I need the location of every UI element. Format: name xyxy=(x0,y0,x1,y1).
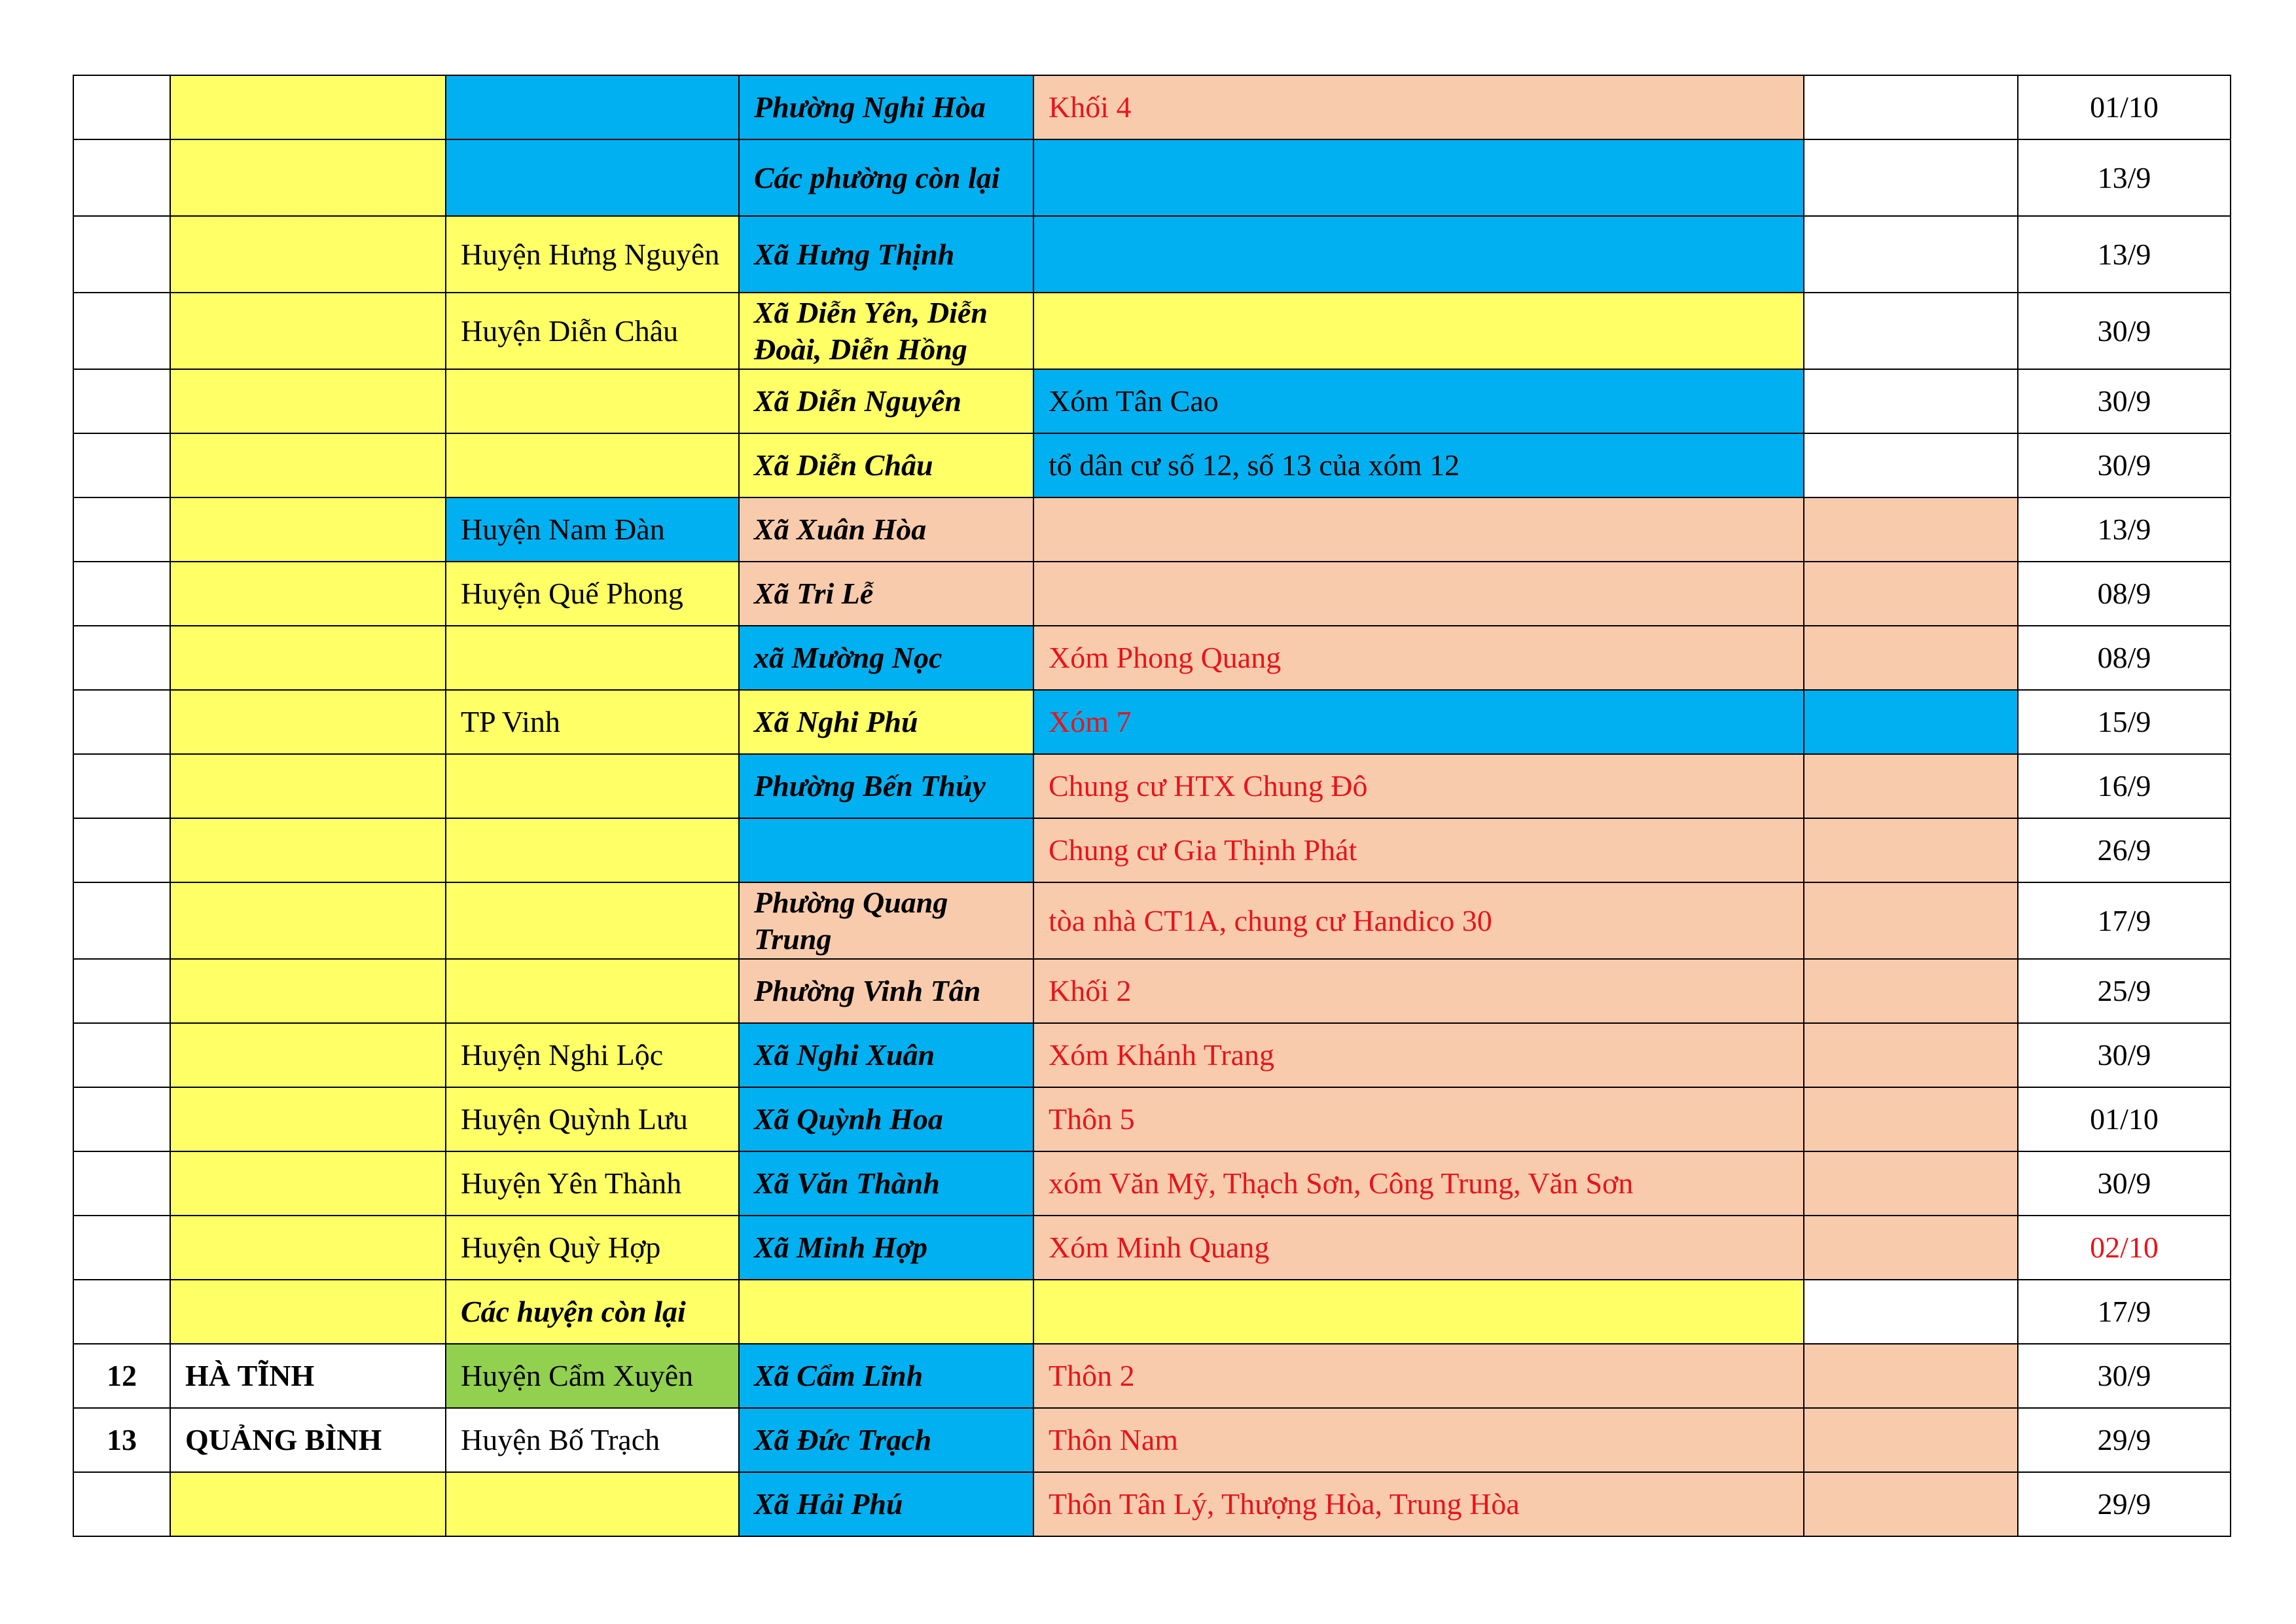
table-row xyxy=(73,1216,2231,1280)
table-row xyxy=(73,1023,2231,1087)
table-row xyxy=(73,754,2231,818)
district-cell xyxy=(446,369,739,433)
stt-cell xyxy=(73,1472,170,1536)
district-cell: Huyện Nghi Lộc xyxy=(446,1023,739,1087)
area-cell: Thôn 2 xyxy=(1033,1344,1804,1408)
date-cell: 17/9 xyxy=(2018,882,2231,959)
province-cell xyxy=(170,1216,446,1280)
table-row xyxy=(73,690,2231,754)
note-cell xyxy=(1804,1216,2018,1280)
table-row xyxy=(73,139,2231,216)
area-cell: Xóm 7 xyxy=(1033,690,1804,754)
stt-cell xyxy=(73,433,170,497)
commune-cell: Xã Đức Trạch xyxy=(739,1408,1033,1472)
stt-cell xyxy=(73,497,170,562)
province-cell: QUẢNG BÌNH xyxy=(170,1408,446,1472)
note-cell xyxy=(1804,1023,2018,1087)
district-cell xyxy=(446,433,739,497)
district-cell xyxy=(446,1472,739,1536)
note-cell xyxy=(1804,562,2018,626)
date-cell: 30/9 xyxy=(2018,1023,2231,1087)
commune-cell: Xã Diễn Nguyên xyxy=(739,369,1033,433)
district-cell xyxy=(446,959,739,1023)
area-cell: tòa nhà CT1A, chung cư Handico 30 xyxy=(1033,882,1804,959)
area-cell: Chung cư Gia Thịnh Phát xyxy=(1033,818,1804,882)
note-cell xyxy=(1804,959,2018,1023)
table-row xyxy=(73,497,2231,562)
date-cell: 08/9 xyxy=(2018,626,2231,690)
date-cell: 13/9 xyxy=(2018,139,2231,216)
stt-cell xyxy=(73,690,170,754)
commune-cell xyxy=(739,1280,1033,1344)
area-cell: tổ dân cư số 12, số 13 của xóm 12 xyxy=(1033,433,1804,497)
table-row xyxy=(73,626,2231,690)
district-cell: Huyện Quỳnh Lưu xyxy=(446,1087,739,1151)
district-cell: Huyện Nam Đàn xyxy=(446,497,739,562)
area-cell: Khối 4 xyxy=(1033,75,1804,139)
date-cell: 29/9 xyxy=(2018,1408,2231,1472)
district-cell: Huyện Hưng Nguyên xyxy=(446,216,739,293)
commune-cell: Các phường còn lại xyxy=(739,139,1033,216)
note-cell xyxy=(1804,1151,2018,1216)
commune-cell: Xã Xuân Hòa xyxy=(739,497,1033,562)
area-cell: Thôn Tân Lý, Thượng Hòa, Trung Hòa xyxy=(1033,1472,1804,1536)
province-cell xyxy=(170,216,446,293)
area-cell xyxy=(1033,139,1804,216)
table-row xyxy=(73,882,2231,959)
note-cell xyxy=(1804,75,2018,139)
commune-cell: Xã Minh Hợp xyxy=(739,1216,1033,1280)
district-cell: Huyện Diễn Châu xyxy=(446,293,739,369)
table-row xyxy=(73,216,2231,293)
stt-cell: 12 xyxy=(73,1344,170,1408)
district-cell: TP Vinh xyxy=(446,690,739,754)
stt-cell xyxy=(73,882,170,959)
province-cell xyxy=(170,293,446,369)
stt-cell xyxy=(73,369,170,433)
area-cell: Thôn Nam xyxy=(1033,1408,1804,1472)
province-cell xyxy=(170,433,446,497)
area-cell: Chung cư HTX Chung Đô xyxy=(1033,754,1804,818)
district-cell: Huyện Bố Trạch xyxy=(446,1408,739,1472)
province-cell xyxy=(170,882,446,959)
province-cell xyxy=(170,497,446,562)
province-cell xyxy=(170,1023,446,1087)
date-cell: 30/9 xyxy=(2018,369,2231,433)
note-cell xyxy=(1804,754,2018,818)
commune-cell: Phường Quang Trung xyxy=(739,882,1033,959)
province-cell xyxy=(170,562,446,626)
area-cell: xóm Văn Mỹ, Thạch Sơn, Công Trung, Văn Sơn xyxy=(1033,1151,1804,1216)
province-cell: HÀ TĨNH xyxy=(170,1344,446,1408)
table-row xyxy=(73,293,2231,369)
date-cell: 13/9 xyxy=(2018,216,2231,293)
province-cell xyxy=(170,75,446,139)
area-cell xyxy=(1033,497,1804,562)
area-cell xyxy=(1033,293,1804,369)
date-cell: 30/9 xyxy=(2018,433,2231,497)
commune-cell: Xã Nghi Phú xyxy=(739,690,1033,754)
stt-cell xyxy=(73,1087,170,1151)
province-cell xyxy=(170,690,446,754)
date-cell: 25/9 xyxy=(2018,959,2231,1023)
area-cell: Khối 2 xyxy=(1033,959,1804,1023)
district-cell: Huyện Quỳ Hợp xyxy=(446,1216,739,1280)
commune-cell: xã Mường Nọc xyxy=(739,626,1033,690)
stt-cell xyxy=(73,1280,170,1344)
stt-cell xyxy=(73,139,170,216)
stt-cell xyxy=(73,1023,170,1087)
table-row xyxy=(73,818,2231,882)
note-cell xyxy=(1804,1087,2018,1151)
note-cell xyxy=(1804,497,2018,562)
area-cell xyxy=(1033,562,1804,626)
note-cell xyxy=(1804,293,2018,369)
stt-cell xyxy=(73,959,170,1023)
area-cell: Xóm Tân Cao xyxy=(1033,369,1804,433)
note-cell xyxy=(1804,1344,2018,1408)
district-cell: Huyện Yên Thành xyxy=(446,1151,739,1216)
note-cell xyxy=(1804,369,2018,433)
note-cell xyxy=(1804,433,2018,497)
table-row xyxy=(73,1087,2231,1151)
schedule-table xyxy=(73,75,2231,1537)
commune-cell: Xã Hưng Thịnh xyxy=(739,216,1033,293)
table-row xyxy=(73,75,2231,139)
date-cell: 30/9 xyxy=(2018,293,2231,369)
table-row xyxy=(73,1344,2231,1408)
area-cell: Xóm Phong Quang xyxy=(1033,626,1804,690)
date-cell: 30/9 xyxy=(2018,1344,2231,1408)
stt-cell xyxy=(73,818,170,882)
note-cell xyxy=(1804,1280,2018,1344)
stt-cell xyxy=(73,216,170,293)
province-cell xyxy=(170,754,446,818)
table-row xyxy=(73,1151,2231,1216)
note-cell xyxy=(1804,139,2018,216)
date-cell: 02/10 xyxy=(2018,1216,2231,1280)
province-cell xyxy=(170,1087,446,1151)
date-cell: 01/10 xyxy=(2018,1087,2231,1151)
district-cell xyxy=(446,626,739,690)
note-cell xyxy=(1804,818,2018,882)
area-cell: Xóm Khánh Trang xyxy=(1033,1023,1804,1087)
district-cell: Các huyện còn lại xyxy=(446,1280,739,1344)
commune-cell: Xã Cẩm Lĩnh xyxy=(739,1344,1033,1408)
table-row xyxy=(73,959,2231,1023)
province-cell xyxy=(170,369,446,433)
commune-cell: Xã Văn Thành xyxy=(739,1151,1033,1216)
table-row xyxy=(73,433,2231,497)
date-cell: 26/9 xyxy=(2018,818,2231,882)
commune-cell: Xã Quỳnh Hoa xyxy=(739,1087,1033,1151)
note-cell xyxy=(1804,882,2018,959)
date-cell: 13/9 xyxy=(2018,497,2231,562)
commune-cell: Xã Hải Phú xyxy=(739,1472,1033,1536)
commune-cell: Phường Bến Thủy xyxy=(739,754,1033,818)
table-row xyxy=(73,1408,2231,1472)
province-cell xyxy=(170,1472,446,1536)
province-cell xyxy=(170,626,446,690)
district-cell xyxy=(446,754,739,818)
stt-cell xyxy=(73,754,170,818)
commune-cell: Xã Diễn Yên, Diễn Đoài, Diễn Hồng xyxy=(739,293,1033,369)
date-cell: 17/9 xyxy=(2018,1280,2231,1344)
table-row xyxy=(73,562,2231,626)
province-cell xyxy=(170,139,446,216)
note-cell xyxy=(1804,1472,2018,1536)
district-cell xyxy=(446,139,739,216)
area-cell xyxy=(1033,1280,1804,1344)
province-cell xyxy=(170,1280,446,1344)
district-cell xyxy=(446,75,739,139)
table-row xyxy=(73,369,2231,433)
commune-cell: Phường Nghi Hòa xyxy=(739,75,1033,139)
commune-cell: Xã Tri Lễ xyxy=(739,562,1033,626)
area-cell: Thôn 5 xyxy=(1033,1087,1804,1151)
table-row xyxy=(73,1280,2231,1344)
district-cell: Huyện Quế Phong xyxy=(446,562,739,626)
province-cell xyxy=(170,959,446,1023)
table-row xyxy=(73,1472,2231,1536)
stt-cell: 13 xyxy=(73,1408,170,1472)
area-cell: Xóm Minh Quang xyxy=(1033,1216,1804,1280)
stt-cell xyxy=(73,293,170,369)
commune-cell: Xã Diễn Châu xyxy=(739,433,1033,497)
date-cell: 01/10 xyxy=(2018,75,2231,139)
date-cell: 15/9 xyxy=(2018,690,2231,754)
date-cell: 08/9 xyxy=(2018,562,2231,626)
commune-cell: Phường Vinh Tân xyxy=(739,959,1033,1023)
district-cell xyxy=(446,882,739,959)
area-cell xyxy=(1033,216,1804,293)
date-cell: 16/9 xyxy=(2018,754,2231,818)
district-cell: Huyện Cẩm Xuyên xyxy=(446,1344,739,1408)
commune-cell: Xã Nghi Xuân xyxy=(739,1023,1033,1087)
date-cell: 30/9 xyxy=(2018,1151,2231,1216)
note-cell xyxy=(1804,690,2018,754)
note-cell xyxy=(1804,1408,2018,1472)
stt-cell xyxy=(73,1216,170,1280)
commune-cell xyxy=(739,818,1033,882)
stt-cell xyxy=(73,75,170,139)
province-cell xyxy=(170,1151,446,1216)
note-cell xyxy=(1804,626,2018,690)
date-cell: 29/9 xyxy=(2018,1472,2231,1536)
stt-cell xyxy=(73,1151,170,1216)
note-cell xyxy=(1804,216,2018,293)
stt-cell xyxy=(73,626,170,690)
stt-cell xyxy=(73,562,170,626)
district-cell xyxy=(446,818,739,882)
province-cell xyxy=(170,818,446,882)
